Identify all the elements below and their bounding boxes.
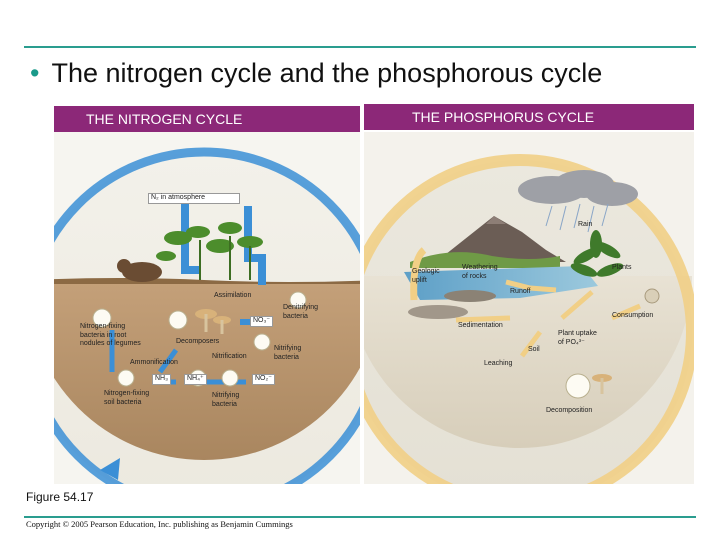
label-nitrification: Nitrification [212,353,247,360]
label-decomposition: Decomposition [546,407,593,414]
nitrogen-banner: THE NITROGEN CYCLE [54,106,360,132]
phosphorus-banner: THE PHOSPHORUS CYCLE [364,104,694,130]
label-nitrogen-fixing-root: Nitrogen-fixing bacteria in root nodules of legumes [80,323,141,347]
label-nitrogen-fixing-soil: Nitrogen-fixing soil bacteria [104,390,150,406]
label-sedimentation: Sedimentation [458,322,503,329]
figure-label: Figure 54.17 [26,490,94,504]
label-no2: NO₂⁻ [252,374,275,385]
label-soil: Soil [528,346,540,353]
label-weathering-of-rocks: Weathering of rocks [462,264,498,280]
copyright-notice: Copyright © 2005 Pearson Education, Inc. publishing as Benjamin Cummings [26,519,293,529]
nitrogen-panel [26,132,382,508]
label-nitrifying-bacteria-1: Nitrifying bacteria [274,345,302,361]
label-nh3: NH₃ [152,374,171,385]
title-text: The nitrogen cycle and the phosphorous cycle [51,58,603,88]
label-consumption: Consumption [612,312,654,319]
label-no3-top: NO₃⁻ [250,316,273,327]
label-decomposers: Decomposers [176,338,220,345]
label-assimilation: Assimilation [214,292,252,299]
label-geologic-uplift: Geologic uplift [412,268,440,284]
label-denitrifying-bacteria: Denitrifying bacteria [283,304,319,320]
label-leaching: Leaching [484,360,513,367]
label-n2-atmosphere: N₂ in atmosphere [148,193,240,204]
label-plants: Plants [612,264,632,271]
label-ammonification: Ammonification [130,359,178,366]
label-plant-uptake: Plant uptake of PO₄³⁻ [558,330,597,346]
title-bullet: • [30,58,40,88]
label-runoff: Runoff [510,288,531,295]
label-nh4: NH₄⁺ [184,374,207,385]
label-nitrifying-bacteria-2: Nitrifying bacteria [212,392,240,408]
label-rain: Rain [578,221,593,228]
